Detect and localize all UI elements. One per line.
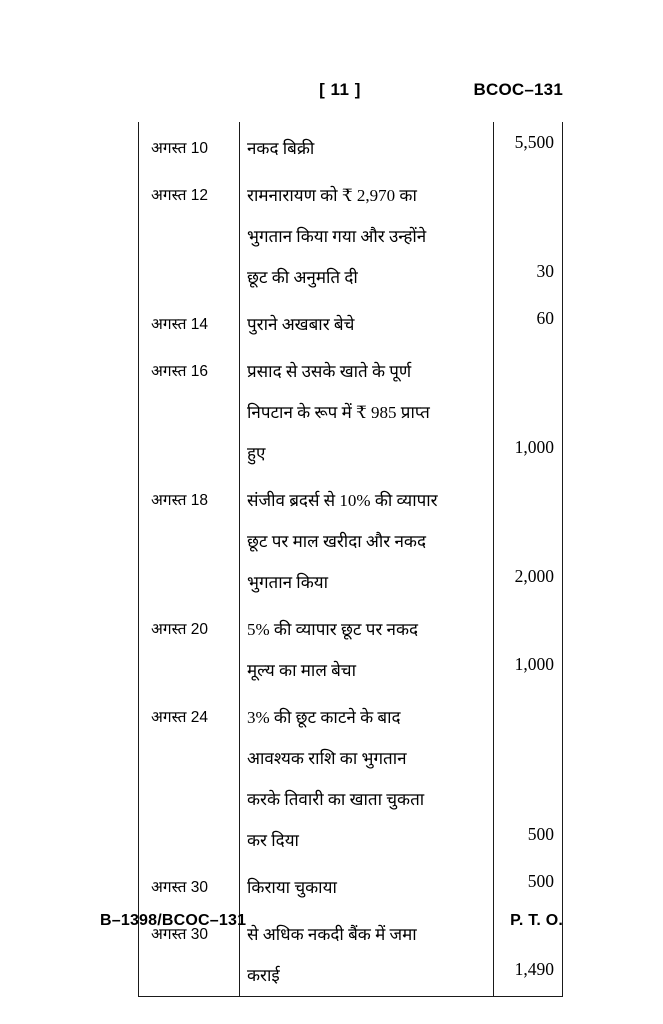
table-row [139,122,562,169]
cell-description [239,691,491,861]
cell-amount: 1,000 [514,437,554,457]
description-line: छूट पर माल खरीदा और नकद [247,532,426,551]
footer-pto: P. T. O. [510,912,563,929]
table-row-grid [139,298,562,345]
description-line: 5% की व्यापार छूट पर नकद [247,620,419,639]
cell-amount: 5,500 [514,132,554,152]
ledger-table [138,122,563,997]
cell-description [239,345,491,474]
description-line: भुगतान किया गया और उन्होंने [247,227,427,246]
table-row-grid [139,122,562,169]
cell-description [239,169,491,298]
paper-code: BCOC–131 [473,80,563,99]
cell-description [239,603,491,691]
description-line: संजीव ब्रदर्स से 10% की व्यापार [247,491,438,510]
description-line: निपटान के रूप में ₹ 985 प्राप्त [247,403,430,422]
table-row [139,861,562,908]
description-line: करके तिवारी का खाता चुकता [247,790,425,809]
description-line: आवश्यक राशि का भुगतान [247,749,407,768]
cell-description [239,861,491,908]
cell-description [239,298,491,345]
page-number: [ 11 ] [319,80,361,99]
table-row-grid [139,169,562,298]
cell-amount: 2,000 [514,566,554,586]
description-line: कराई [247,966,280,985]
page-footer [100,912,563,938]
cell-date: अगस्त 14 [151,316,208,333]
cell-description [239,474,491,603]
cell-date: अगस्त 10 [151,140,208,157]
description-line: किराया चुकाया [247,878,337,897]
cell-amount: 30 [536,261,554,281]
description-line: छूट की अनुमति दी [247,268,358,287]
cell-date: अगस्त 16 [151,363,208,380]
description-line: से अधिक नकदी बैंक में जमा [247,925,417,944]
table-row-grid [139,861,562,908]
cell-amount: 1,000 [514,654,554,674]
cell-amount: 500 [527,871,554,891]
footer-booklet-code: B–1398/BCOC–131 [100,912,247,929]
cell-date: अगस्त 12 [151,187,208,204]
cell-amount: 1,490 [514,959,554,979]
description-line: 3% की छूट काटने के बाद [247,708,401,727]
cell-date: अगस्त 18 [151,492,208,509]
table-row-grid [139,691,562,861]
table-row [139,169,562,298]
table-row [139,603,562,691]
cell-date: अगस्त 24 [151,709,208,726]
table-row [139,691,562,861]
description-line: रामनारायण को ₹ 2,970 का [247,186,417,205]
cell-date: अगस्त 30 [151,879,208,896]
cell-date: अगस्त 30 [151,926,208,943]
cell-date: अगस्त 20 [151,621,208,638]
cell-amount: 500 [527,824,554,844]
description-line: हुए [247,444,266,463]
description-line: प्रसाद से उसके खाते के पूर्ण [247,362,412,381]
description-line: कर दिया [247,831,299,850]
table-row-grid [139,345,562,474]
ledger-table-body [139,122,562,996]
description-line: मूल्य का माल बेचा [247,661,357,680]
table-row [139,474,562,603]
table-row-grid [139,474,562,603]
table-row [139,345,562,474]
table-row [139,298,562,345]
table-row-grid [139,603,562,691]
description-line: पुराने अखबार बेचे [247,315,355,334]
description-line: भुगतान किया [247,573,329,592]
cell-description [239,122,491,169]
cell-amount: 60 [536,308,554,328]
description-line: नकद बिक्री [247,139,315,158]
page-header [100,80,563,108]
